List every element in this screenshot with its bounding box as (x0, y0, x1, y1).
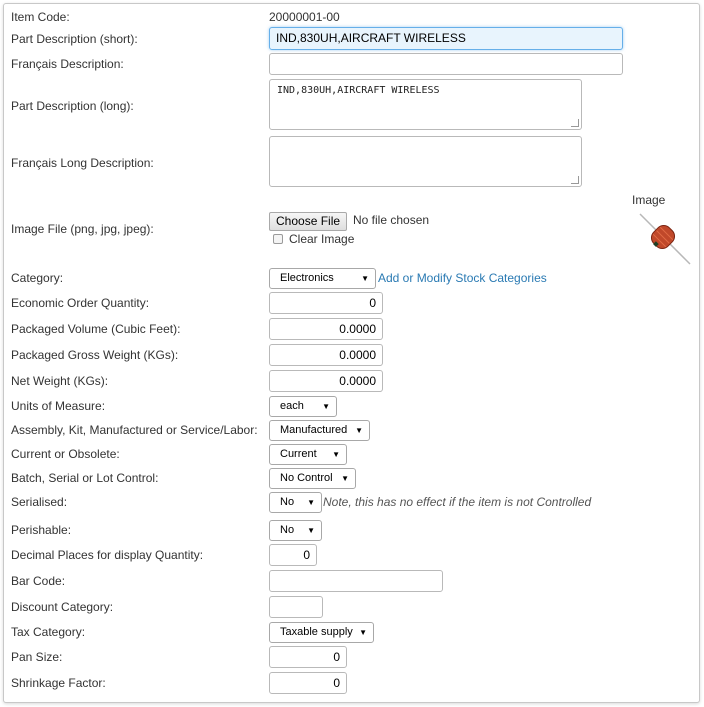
units-label: Units of Measure: (11, 399, 106, 413)
batch-control-select[interactable] (269, 468, 356, 489)
serialised-select[interactable] (269, 492, 322, 513)
assembly-select-value: Manufactured (280, 424, 348, 436)
eoq-input[interactable]: 0 (269, 292, 383, 314)
choose-file-button[interactable]: Choose File (269, 212, 347, 231)
image-file-label: Image File (png, jpg, jpeg): (11, 222, 154, 236)
clear-image-label: Clear Image (289, 232, 355, 246)
units-select-value: each (280, 400, 304, 412)
units-select[interactable] (269, 396, 337, 417)
category-select[interactable] (269, 268, 376, 289)
resize-grip-icon[interactable] (571, 176, 579, 184)
packaged-volume-label: Packaged Volume (Cubic Feet): (11, 322, 181, 336)
french-description-label: Français Description: (11, 57, 124, 71)
net-weight-input[interactable]: 0.0000 (269, 370, 383, 392)
perishable-label: Perishable: (11, 523, 72, 537)
tax-category-label: Tax Category: (11, 625, 86, 639)
discount-category-input[interactable] (269, 596, 323, 618)
chevron-down-icon: ▼ (307, 526, 315, 535)
french-long-description-label: Français Long Description: (11, 156, 154, 170)
gross-weight-input[interactable]: 0.0000 (269, 344, 383, 366)
current-obsolete-select[interactable] (269, 444, 347, 465)
gross-weight-label: Packaged Gross Weight (KGs): (11, 348, 179, 362)
serialised-note: Note, this has no effect if the item is not Controlled (323, 495, 592, 509)
image-heading: Image (632, 193, 666, 207)
category-select-value: Electronics (280, 272, 334, 284)
chevron-down-icon: ▼ (307, 498, 315, 507)
chevron-down-icon: ▼ (322, 402, 330, 411)
file-status-text: No file chosen (353, 213, 430, 227)
long-description-label: Part Description (long): (11, 99, 134, 113)
perishable-select[interactable] (269, 520, 322, 541)
shrinkage-factor-label: Shrinkage Factor: (11, 676, 106, 690)
category-label: Category: (11, 271, 64, 285)
discount-category-label: Discount Category: (11, 600, 114, 614)
batch-control-select-value: No Control (280, 472, 333, 484)
inductor-component-icon (634, 208, 692, 266)
pan-size-label: Pan Size: (11, 650, 63, 664)
clear-image-checkbox[interactable] (273, 234, 283, 244)
long-description-textarea[interactable] (269, 79, 582, 130)
current-obsolete-select-value: Current (280, 448, 317, 460)
assembly-select[interactable] (269, 420, 370, 441)
perishable-select-value: No (280, 524, 295, 536)
add-modify-categories-link[interactable]: Add or Modify Stock Categories (378, 271, 547, 285)
chevron-down-icon: ▼ (332, 450, 340, 459)
batch-control-label: Batch, Serial or Lot Control: (11, 471, 159, 485)
chevron-down-icon: ▼ (355, 426, 363, 435)
tax-category-select-value: Taxable supply (280, 626, 353, 638)
short-description-input[interactable]: IND,830UH,AIRCRAFT WIRELESS (269, 27, 623, 50)
chevron-down-icon: ▼ (341, 474, 349, 483)
short-description-label: Part Description (short): (11, 32, 138, 46)
bar-code-label: Bar Code: (11, 574, 66, 588)
current-obsolete-label: Current or Obsolete: (11, 447, 120, 461)
eoq-label: Economic Order Quantity: (11, 296, 150, 310)
serialised-label: Serialised: (11, 495, 68, 509)
french-description-input[interactable] (269, 53, 623, 75)
assembly-label: Assembly, Kit, Manufactured or Service/Labor: (11, 423, 258, 437)
chevron-down-icon: ▼ (361, 274, 369, 283)
resize-grip-icon[interactable] (571, 119, 579, 127)
pan-size-input[interactable]: 0 (269, 646, 347, 668)
serialised-select-value: No (280, 496, 295, 508)
decimal-places-label: Decimal Places for display Quantity: (11, 548, 204, 562)
tax-category-select[interactable] (269, 622, 374, 643)
net-weight-label: Net Weight (KGs): (11, 374, 109, 388)
decimal-places-input[interactable]: 0 (269, 544, 317, 566)
long-description-text: IND,830UH,AIRCRAFT WIRELESS (277, 85, 440, 96)
shrinkage-factor-input[interactable]: 0 (269, 672, 347, 694)
bar-code-input[interactable] (269, 570, 443, 592)
item-code-value: 20000001-00 (269, 10, 340, 24)
french-long-description-textarea[interactable] (269, 136, 582, 187)
item-code-label: Item Code: (11, 10, 70, 24)
packaged-volume-input[interactable]: 0.0000 (269, 318, 383, 340)
chevron-down-icon: ▼ (359, 628, 367, 637)
